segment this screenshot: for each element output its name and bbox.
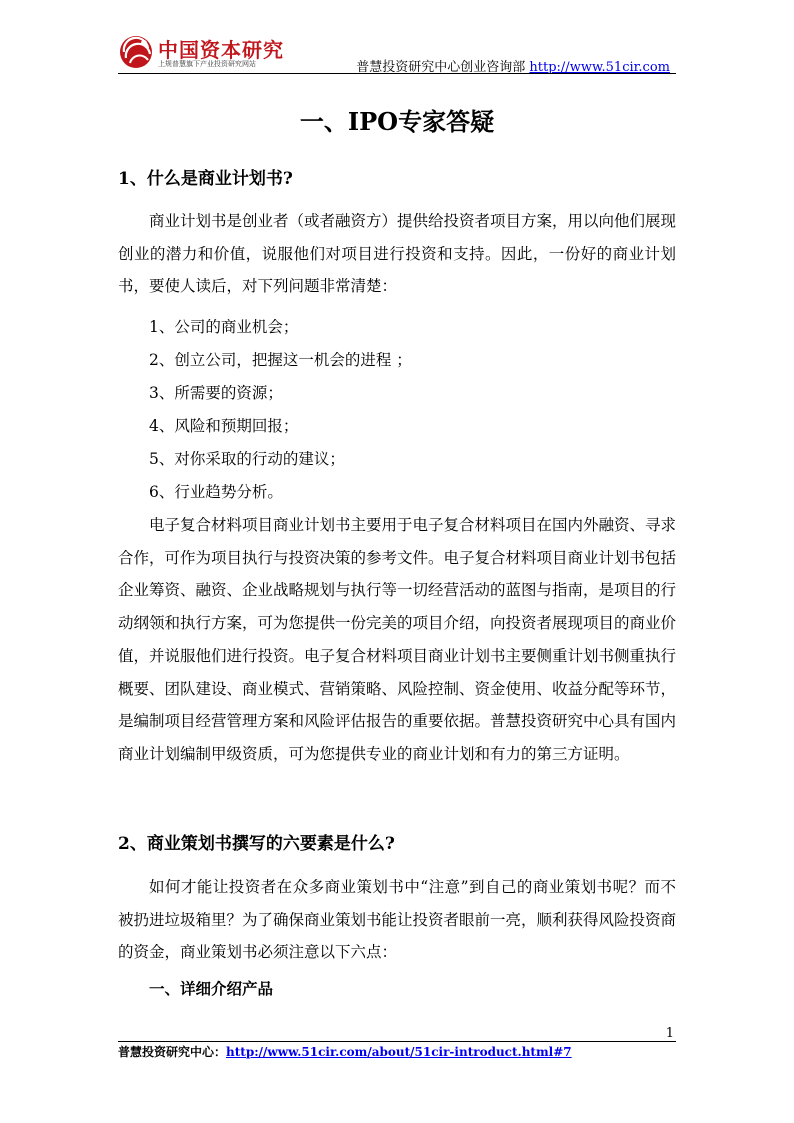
list-item: 6、行业趋势分析。 — [149, 483, 283, 501]
header-url-link[interactable]: http://www.51cir.com — [529, 60, 670, 75]
logo-subtitle: 上规普慧旗下产业投资研究网站 — [158, 60, 256, 68]
list-item: 3、所需要的资源； — [149, 384, 283, 402]
footer-divider — [118, 1041, 676, 1042]
page-title: 一、IPO专家答疑 — [299, 107, 495, 136]
logo — [118, 34, 288, 70]
header-org-name: 普慧投资研究中心创业咨询部 — [356, 60, 526, 75]
list-item: 5、对你采取的行动的建议； — [149, 450, 345, 468]
list-item: 1、公司的商业机会； — [149, 318, 299, 336]
page-number: 1 — [665, 1026, 674, 1041]
header-divider — [118, 73, 676, 74]
question-2-body: 如何才能让投资者在众多商业策划书中“注意”到自己的商业策划书呢？而不被扔进垃圾箱里？为了确保商业策划书能让投资者眼前一亮，顺利获得风险投资商的资金，商业策划书必须注意以下六点： — [118, 878, 677, 962]
question-1-intro: 商业计划书是创业者（或者融资方）提供给投资者项目方案，用以向他们展现创业的潜力和价值，说服他们对项目进行投资和支持。因此，一份好的商业计划书，要使人读后，对下列问题非常清楚： — [118, 212, 677, 296]
question-1-heading: 1、什么是商业计划书? — [118, 169, 293, 189]
logo-swirl-icon — [118, 34, 156, 70]
list-item: 4、风险和预期回报； — [149, 417, 299, 435]
list-item: 2、创立公司，把握这一机会的进程 ； — [149, 351, 412, 369]
footer-label: 普慧投资研究中心： — [118, 1045, 227, 1059]
question-2-heading: 2、商业策划书撰写的六要素是什么? — [118, 834, 395, 854]
question-1-body: 电子复合材料项目商业计划书主要用于电子复合材料项目在国内外融资、寻求合作，可作为项目执行与投资决策的参考文件。电子复合材料项目商业计划书包括企业筹资、融资、企业战略规划与执行等一切经营活动的蓝图与指南，是项目的行动纲领和执行方案，可为您提供一份完美的项目介绍，向投资者展现项目的商业价值，并说服他们进行投资。电子复合材料项目商业计划书主要侧重计划书侧重执行概要、团队建设、商业模式、营销策略、风险控制、资金使用、收益分配等环节，是编制项目经营管理方案和风险评估报告的重要依据。普慧投资研究中心具有国内商业计划编制甲级资质，可为您提供专业的商业计划和有力的第三方证明。 — [118, 516, 677, 763]
footer — [118, 1043, 572, 1060]
logo-text: 中国资本研究 — [158, 38, 284, 62]
section-subheading: 一、详细介绍产品 — [149, 979, 274, 998]
footer-url-link[interactable]: http://www.51cir.com/about/51cir-introduct.html#7 — [226, 1045, 572, 1059]
